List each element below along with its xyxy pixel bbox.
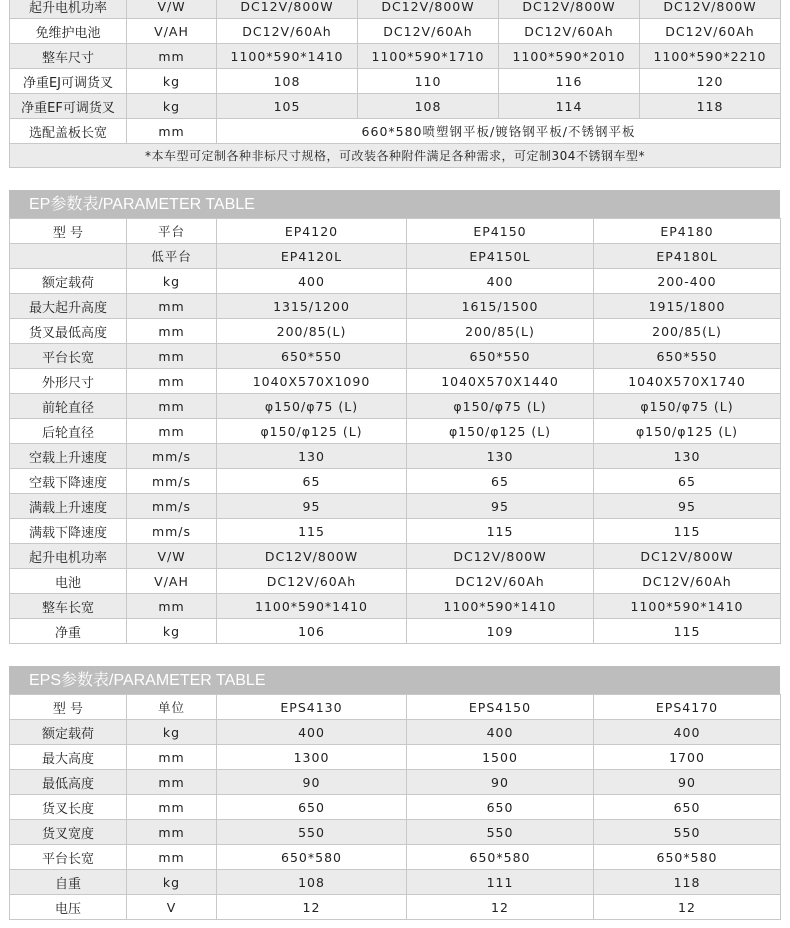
cell: 90	[594, 770, 781, 795]
table-row	[10, 594, 781, 619]
row-unit: mm/s	[127, 469, 217, 494]
row-unit: mm	[127, 745, 217, 770]
row-unit: kg	[127, 69, 217, 94]
cell: 1040X570X1090	[217, 369, 407, 394]
cell: DC12V/800W	[358, 0, 499, 19]
cell: φ150/φ125 (L)	[217, 419, 407, 444]
row-label: 空载下降速度	[10, 469, 127, 494]
row-label: 净重	[10, 619, 127, 644]
row-unit: 低平台	[127, 244, 217, 269]
cell: 12	[217, 895, 407, 920]
row-label: 货叉长度	[10, 795, 127, 820]
table-row	[10, 344, 781, 369]
cell: 130	[217, 444, 407, 469]
cell: 650	[217, 795, 407, 820]
row-label: 满载下降速度	[10, 519, 127, 544]
cell: DC12V/60Ah	[499, 19, 640, 44]
row-unit: mm	[127, 319, 217, 344]
row-unit: V/W	[127, 0, 217, 19]
ep-parameter-table	[9, 218, 781, 644]
cell: 1315/1200	[217, 294, 407, 319]
table-row	[10, 720, 781, 745]
eps-parameter-table	[9, 694, 781, 920]
cell: EPS4130	[217, 695, 407, 720]
table-row	[10, 544, 781, 569]
cell: DC12V/800W	[407, 544, 594, 569]
row-label: 起升电机功率	[10, 544, 127, 569]
cell: EP4120L	[217, 244, 407, 269]
row-unit: V	[127, 895, 217, 920]
cell: 650*580	[407, 845, 594, 870]
row-unit: mm	[127, 344, 217, 369]
row-unit: mm	[127, 119, 217, 144]
cell: 400	[217, 269, 407, 294]
cell: 105	[217, 94, 358, 119]
row-label: 额定载荷	[10, 269, 127, 294]
table-row	[10, 745, 781, 770]
row-label: 最低高度	[10, 770, 127, 795]
row-unit: mm	[127, 594, 217, 619]
cell: 118	[640, 94, 781, 119]
table-note: *本车型可定制各种非标尺寸规格，可改装各种附件满足各种需求，可定制304不锈钢车型*	[10, 144, 781, 168]
row-unit: V/AH	[127, 19, 217, 44]
table-row	[10, 419, 781, 444]
row-unit: V/AH	[127, 569, 217, 594]
row-label: 型 号	[10, 695, 127, 720]
row-unit: kg	[127, 619, 217, 644]
cell: EP4150L	[407, 244, 594, 269]
row-unit: mm	[127, 795, 217, 820]
cell: 90	[407, 770, 594, 795]
cell: 110	[358, 69, 499, 94]
table-row	[10, 870, 781, 895]
cell: 650*550	[217, 344, 407, 369]
cell: DC12V/800W	[594, 544, 781, 569]
row-label: 外形尺寸	[10, 369, 127, 394]
cell: 115	[594, 519, 781, 544]
row-label: 净重EF可调货叉	[10, 94, 127, 119]
table-row	[10, 519, 781, 544]
cell: 115	[594, 619, 781, 644]
cell: 1100*590*1410	[407, 594, 594, 619]
row-label: 额定载荷	[10, 720, 127, 745]
cell: DC12V/60Ah	[217, 19, 358, 44]
cell: 650	[594, 795, 781, 820]
cell: DC12V/60Ah	[407, 569, 594, 594]
cell: 650*550	[594, 344, 781, 369]
row-label: 前轮直径	[10, 394, 127, 419]
row-label: 电压	[10, 895, 127, 920]
cell: 95	[594, 494, 781, 519]
cell: 111	[407, 870, 594, 895]
cell: 114	[499, 94, 640, 119]
cell: 200/85(L)	[407, 319, 594, 344]
table-row	[10, 845, 781, 870]
cell: 650*580	[594, 845, 781, 870]
cell: DC12V/800W	[217, 544, 407, 569]
cell: EPS4150	[407, 695, 594, 720]
table-row	[10, 369, 781, 394]
row-unit: mm	[127, 419, 217, 444]
table-row	[10, 219, 781, 244]
cell: 200/85(L)	[217, 319, 407, 344]
row-label: 空载上升速度	[10, 444, 127, 469]
table-row	[10, 494, 781, 519]
table-row	[10, 619, 781, 644]
cell: 130	[407, 444, 594, 469]
table-row	[10, 69, 781, 94]
cell: φ150/φ75 (L)	[594, 394, 781, 419]
row-unit: mm	[127, 294, 217, 319]
cell: DC12V/800W	[499, 0, 640, 19]
row-unit: mm	[127, 820, 217, 845]
cell: 108	[217, 870, 407, 895]
table-row	[10, 695, 781, 720]
row-label	[10, 244, 127, 269]
cell: 1100*590*1710	[358, 44, 499, 69]
row-unit: V/W	[127, 544, 217, 569]
cell: 118	[594, 870, 781, 895]
table-row	[10, 820, 781, 845]
cell: 115	[407, 519, 594, 544]
row-label: 净重EJ可调货叉	[10, 69, 127, 94]
cell: DC12V/60Ah	[594, 569, 781, 594]
cell: 1100*590*2010	[499, 44, 640, 69]
row-label: 整车尺寸	[10, 44, 127, 69]
cell: φ150/φ75 (L)	[217, 394, 407, 419]
cell: 1915/1800	[594, 294, 781, 319]
row-label: 电池	[10, 569, 127, 594]
cell: 400	[407, 720, 594, 745]
cell: 95	[407, 494, 594, 519]
cell: 550	[594, 820, 781, 845]
row-unit: mm/s	[127, 494, 217, 519]
cell: DC12V/60Ah	[640, 19, 781, 44]
row-unit: mm	[127, 394, 217, 419]
cell: 90	[217, 770, 407, 795]
spec-table-1	[9, 0, 781, 168]
row-label: 选配盖板长宽	[10, 119, 127, 144]
table-row	[10, 119, 781, 144]
table-row	[10, 394, 781, 419]
cell: 650*580	[217, 845, 407, 870]
cell: DC12V/800W	[217, 0, 358, 19]
row-label: 后轮直径	[10, 419, 127, 444]
row-label: 平台长宽	[10, 845, 127, 870]
table-row	[10, 469, 781, 494]
cell: EP4180	[594, 219, 781, 244]
row-label: 免维护电池	[10, 19, 127, 44]
cell: 1100*590*1410	[217, 44, 358, 69]
table-row	[10, 795, 781, 820]
cell: φ150/φ75 (L)	[407, 394, 594, 419]
cell: DC12V/60Ah	[217, 569, 407, 594]
row-unit: 平台	[127, 219, 217, 244]
cell: 1100*590*1410	[594, 594, 781, 619]
cell: 65	[407, 469, 594, 494]
cell: φ150/φ125 (L)	[594, 419, 781, 444]
row-label: 平台长宽	[10, 344, 127, 369]
cell: EP4120	[217, 219, 407, 244]
table-row	[10, 444, 781, 469]
cell: DC12V/60Ah	[358, 19, 499, 44]
table-row	[10, 319, 781, 344]
cell: 65	[217, 469, 407, 494]
cell: 106	[217, 619, 407, 644]
row-label: 整车长宽	[10, 594, 127, 619]
table-row	[10, 294, 781, 319]
cell: 650	[407, 795, 594, 820]
row-unit: 单位	[127, 695, 217, 720]
eps-table-title: EPS参数表/PARAMETER TABLE	[9, 666, 780, 695]
cell: 130	[594, 444, 781, 469]
cell: 550	[217, 820, 407, 845]
row-label: 货叉最低高度	[10, 319, 127, 344]
cell: 109	[407, 619, 594, 644]
cell: 1300	[217, 745, 407, 770]
cell: EP4180L	[594, 244, 781, 269]
cell: 400	[217, 720, 407, 745]
cell: 108	[358, 94, 499, 119]
cell: 400	[407, 269, 594, 294]
cell: 120	[640, 69, 781, 94]
cell: 1040X570X1740	[594, 369, 781, 394]
row-label: 满载上升速度	[10, 494, 127, 519]
table-row	[10, 44, 781, 69]
row-unit: mm	[127, 44, 217, 69]
table-row	[10, 269, 781, 294]
row-unit: kg	[127, 269, 217, 294]
cell: 1100*590*2210	[640, 44, 781, 69]
cell: 65	[594, 469, 781, 494]
cell: EPS4170	[594, 695, 781, 720]
cell: DC12V/800W	[640, 0, 781, 19]
row-unit: mm	[127, 369, 217, 394]
row-unit: mm/s	[127, 444, 217, 469]
cell: 116	[499, 69, 640, 94]
table-row	[10, 19, 781, 44]
table-row	[10, 94, 781, 119]
table-row	[10, 569, 781, 594]
cell: 1700	[594, 745, 781, 770]
cell: 12	[594, 895, 781, 920]
table-note-row	[10, 144, 781, 168]
row-unit: kg	[127, 720, 217, 745]
cell: 650*550	[407, 344, 594, 369]
row-label: 自重	[10, 870, 127, 895]
cell: 1500	[407, 745, 594, 770]
cell: 1040X570X1440	[407, 369, 594, 394]
cell: 200/85(L)	[594, 319, 781, 344]
cell: 95	[217, 494, 407, 519]
row-label: 型 号	[10, 219, 127, 244]
row-label: 最大起升高度	[10, 294, 127, 319]
cell: 400	[594, 720, 781, 745]
table-row	[10, 0, 781, 19]
table-row	[10, 244, 781, 269]
cell: 1615/1500	[407, 294, 594, 319]
row-unit: mm	[127, 845, 217, 870]
row-label: 最大高度	[10, 745, 127, 770]
table-row	[10, 770, 781, 795]
table-row	[10, 895, 781, 920]
row-label: 起升电机功率	[10, 0, 127, 19]
cell: 550	[407, 820, 594, 845]
cell: φ150/φ125 (L)	[407, 419, 594, 444]
row-label: 货叉宽度	[10, 820, 127, 845]
row-unit: kg	[127, 870, 217, 895]
ep-table-title: EP参数表/PARAMETER TABLE	[9, 190, 780, 219]
cell: EP4150	[407, 219, 594, 244]
cell: 115	[217, 519, 407, 544]
option-cell: 660*580喷塑钢平板/镀铬钢平板/不锈钢平板	[217, 119, 781, 144]
row-unit: kg	[127, 94, 217, 119]
cell: 12	[407, 895, 594, 920]
row-unit: mm	[127, 770, 217, 795]
cell: 108	[217, 69, 358, 94]
cell: 1100*590*1410	[217, 594, 407, 619]
row-unit: mm/s	[127, 519, 217, 544]
cell: 200-400	[594, 269, 781, 294]
